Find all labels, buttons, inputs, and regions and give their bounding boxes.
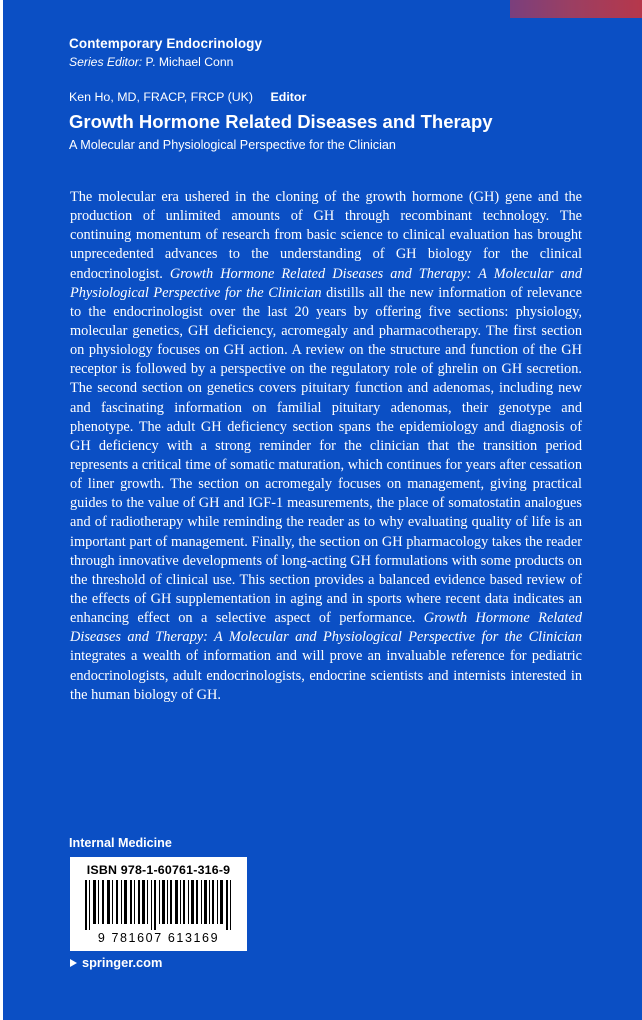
cover-left-edge xyxy=(0,0,3,1020)
editor-role: Editor xyxy=(270,90,307,104)
barcode-icon xyxy=(83,880,235,930)
cover-top-color-bar xyxy=(510,0,642,18)
blurb-run: Growth Hormone Related Diseases and Therapy: A Molecular and Physiological Perspective for the Clinician xyxy=(70,610,582,646)
triangle-icon xyxy=(70,959,77,967)
series-editor-name: P. Michael Conn xyxy=(145,55,234,69)
isbn-barcode-box xyxy=(70,857,247,951)
publisher-name: springer.com xyxy=(82,955,163,970)
editor-line xyxy=(69,90,306,104)
blurb-run: distills all the new information of relevance to the endocrinologist over the last 20 years by offering five sections: physiology, molecular genetics, GH deficiency, acromegaly and pharmacotherapy. The first section on physiology focuses on GH action. A review on the structure and function of the GH receptor is followed by a perspective on the regulatory role of ghrelin on GH secretion. The second section on genetics covers pituitary function and adenomas, including new and fascinating information on familial pituitary adenomas, their genotype and phenotype. The adult GH deficiency section spans the epidemiology and diagnosis of GH deficiency with a strong reminder for the clinician that the transition period represents a critical time of somatic maturation, which continues for years after cessation of liner growth. The section on acromegaly focuses on management, giving practical guides to the value of GH and IGF-1 measurements, the place of somatostatin analogues and of radiotherapy while reminding the reader as to why evaluating quality of life is an important part of management. Finally, the section on GH pharmacology takes the reader through innovative developments of long-acting GH formulations with some products on the threshold of clinical use. This section provides a balanced evidence based review of the effects of GH supplementation in aging and in sports where recent data indicates an enhancing effect on a selective aspect of performance. xyxy=(70,284,582,627)
page-title: Growth Hormone Related Diseases and Therapy xyxy=(69,111,493,132)
blurb-run: The molecular era ushered in the cloning of the growth hormone (GH) gene and the production of unlimited amounts of GH through recombinant technology. The continuing momentum of research from basic science to clinical evaluation has brought unprecedented advances to the understanding of GH biology for the clinical endocrinologist. xyxy=(70,189,582,282)
barcode-digits: 9 781607 613169 xyxy=(97,931,220,945)
back-cover-blurb xyxy=(70,188,582,705)
subject-category: Internal Medicine xyxy=(69,836,172,850)
editor-name: Ken Ho, MD, FRACP, FRCP (UK) xyxy=(69,90,254,104)
series-editor xyxy=(69,55,589,69)
blurb-run: Growth Hormone Related Diseases and Therapy: A Molecular and Physiological Perspective for the Clinician xyxy=(70,265,582,301)
series-title: Contemporary Endocrinology xyxy=(69,36,263,51)
series-editor-label: Series Editor: xyxy=(69,55,143,69)
isbn-text: ISBN 978-1-60761-316-9 xyxy=(86,863,231,877)
series-block xyxy=(69,36,589,69)
book-subtitle: A Molecular and Physiological Perspective for the Clinician xyxy=(69,138,396,152)
publisher-logo xyxy=(70,955,162,970)
blurb-run: integrates a wealth of information and will prove an invaluable reference for pediatric endocrinologists, adult endocrinologists, endocrine scientists and internists interested in the human biology of GH. xyxy=(70,648,582,703)
